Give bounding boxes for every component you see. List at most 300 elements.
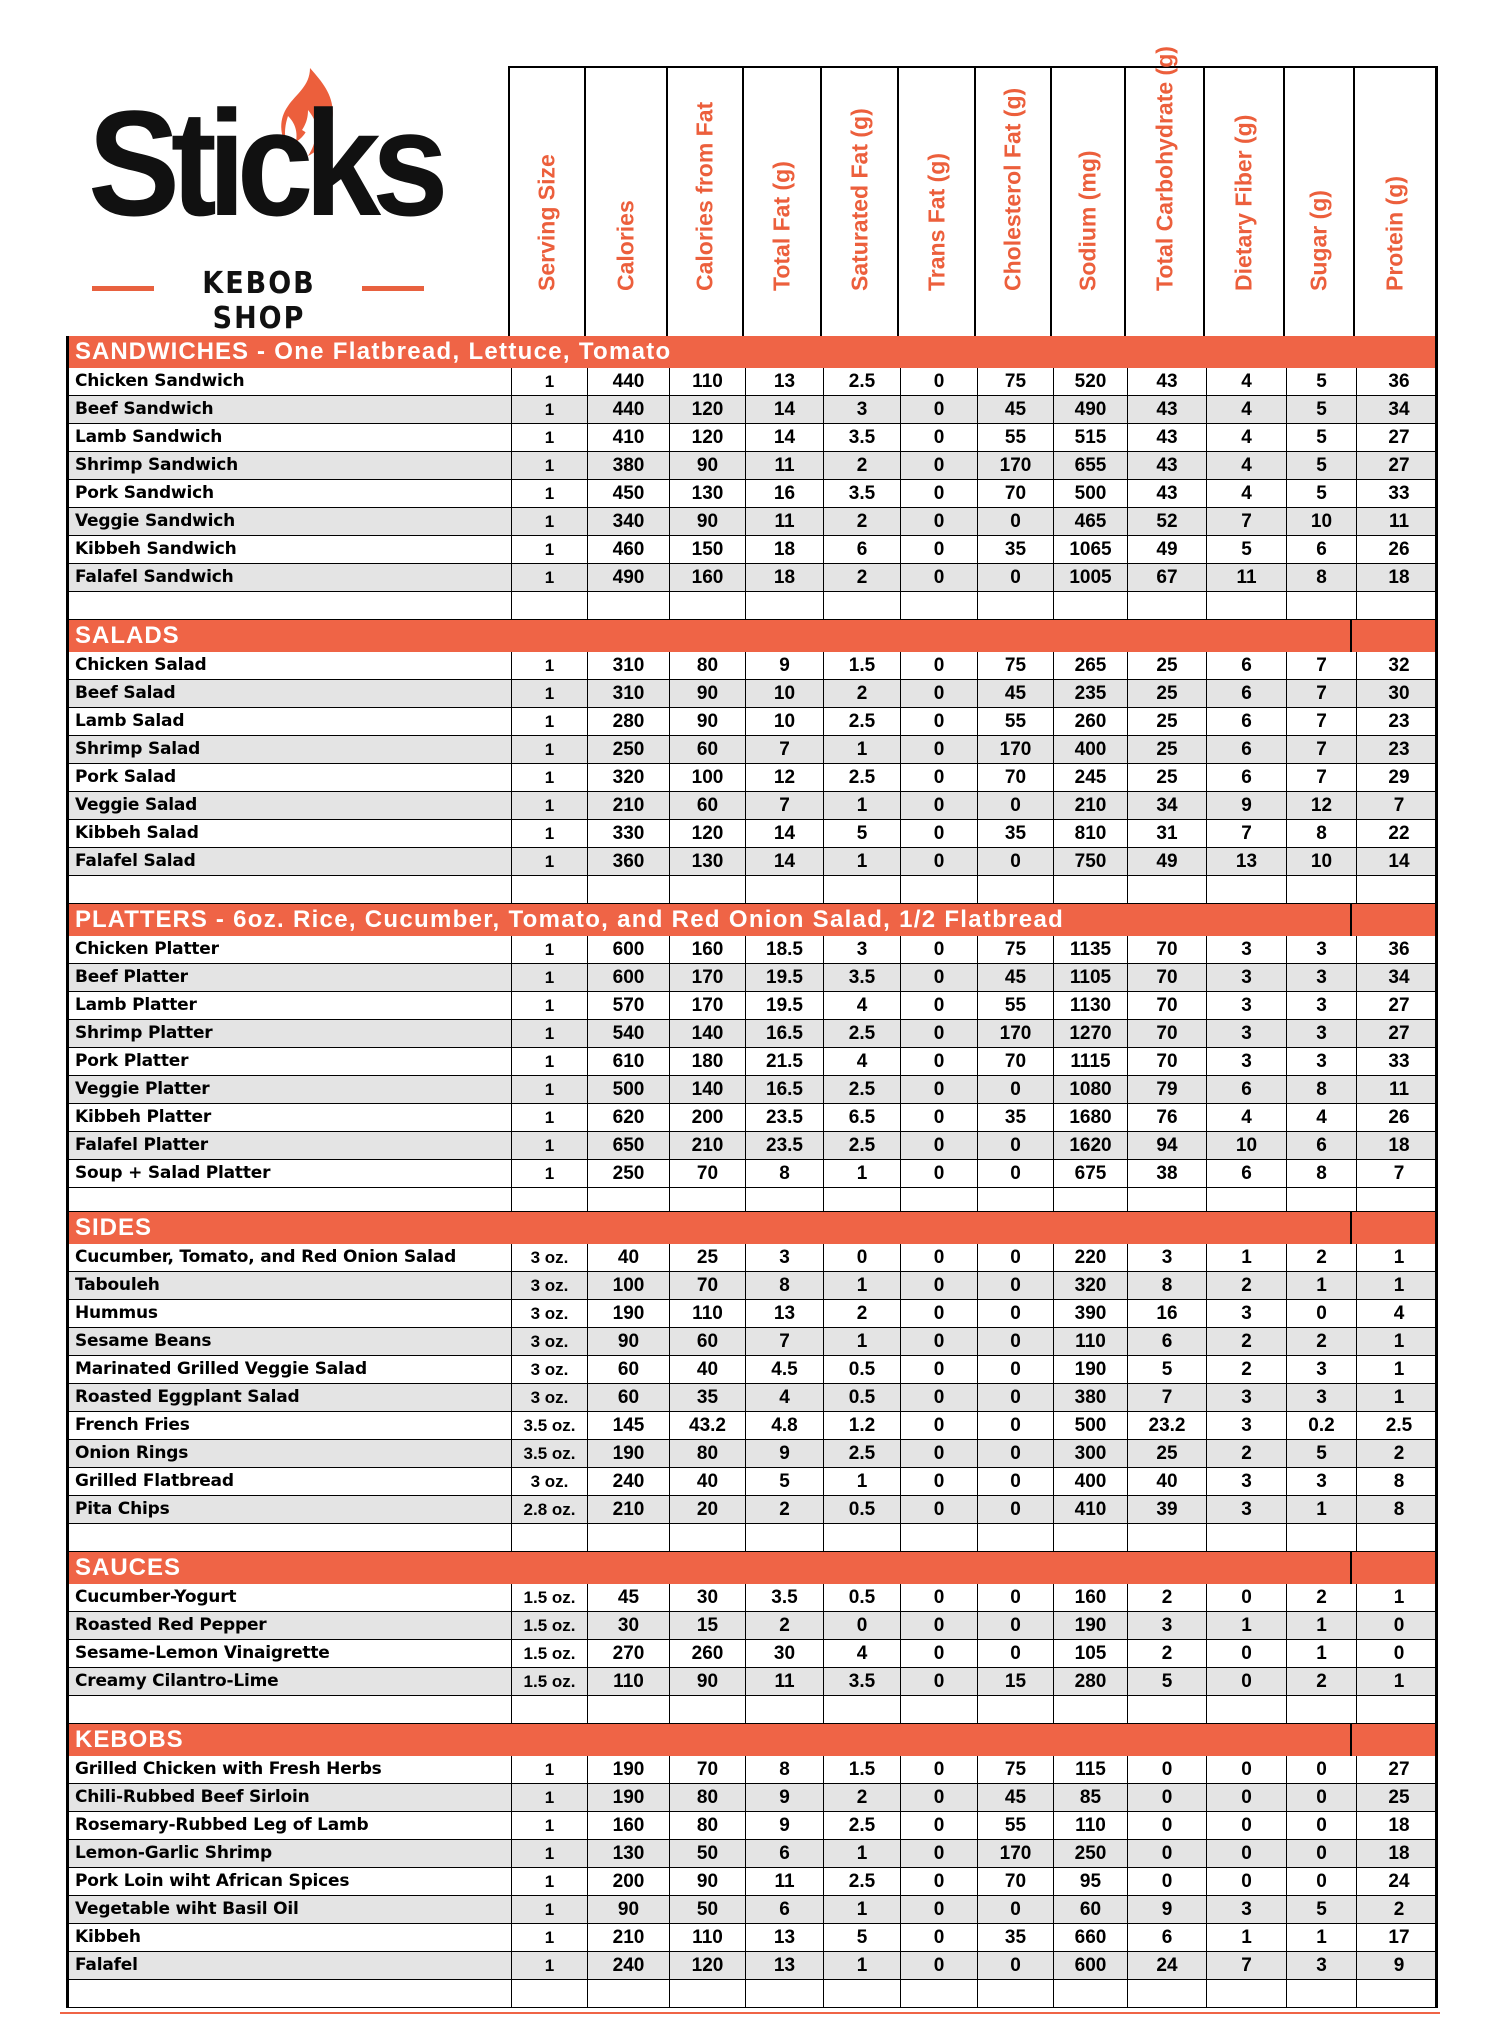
cell: 1 xyxy=(511,508,587,535)
cell: 1.5 xyxy=(823,1756,900,1783)
cell: 10 xyxy=(745,708,823,735)
cell: 160 xyxy=(669,564,745,591)
column-header xyxy=(1203,66,1283,336)
cell: 16.5 xyxy=(745,1020,823,1047)
cell: 3 xyxy=(1127,1612,1206,1639)
cell: 5 xyxy=(1286,396,1356,423)
cell: 14 xyxy=(745,820,823,847)
cell: 7 xyxy=(1356,1160,1441,1187)
cell xyxy=(1206,876,1286,903)
cell: 1130 xyxy=(1053,992,1127,1019)
cell: 3 xyxy=(823,936,900,963)
cell: 110 xyxy=(587,1668,669,1695)
cell xyxy=(745,1188,823,1215)
section-title: PLATTERS xyxy=(75,906,208,933)
cell: 5 xyxy=(823,1924,900,1951)
cell: 515 xyxy=(1053,424,1127,451)
cell: 6 xyxy=(1206,1076,1286,1103)
cell: 570 xyxy=(587,992,669,1019)
cell: 6 xyxy=(1127,1924,1206,1951)
cell: 1 xyxy=(823,1468,900,1495)
cell: 0 xyxy=(977,1468,1053,1495)
cell: 540 xyxy=(587,1020,669,1047)
cell: 10 xyxy=(1286,848,1356,875)
cell: 490 xyxy=(587,564,669,591)
cell: 8 xyxy=(745,1756,823,1783)
cell: 25 xyxy=(1127,736,1206,763)
table-row xyxy=(66,1584,1438,1612)
column-header xyxy=(1050,66,1124,336)
cell: 0 xyxy=(1206,1756,1286,1783)
item-name: Kibbeh Sandwich xyxy=(75,539,237,559)
cell: 310 xyxy=(587,652,669,679)
cell: 2.5 xyxy=(823,1812,900,1839)
cell: 2 xyxy=(1127,1640,1206,1667)
cell: 55 xyxy=(977,1812,1053,1839)
cell: 10 xyxy=(1286,508,1356,535)
cell: 14 xyxy=(745,848,823,875)
cell xyxy=(1286,592,1356,619)
cell xyxy=(1053,1524,1127,1551)
section-header-cap xyxy=(1350,1724,1435,1756)
item-name: Marinated Grilled Veggie Salad xyxy=(75,1359,367,1379)
cell: 5 xyxy=(745,1468,823,1495)
cell: 90 xyxy=(669,508,745,535)
cell: 1 xyxy=(823,1160,900,1187)
cell: 21.5 xyxy=(745,1048,823,1075)
cell xyxy=(1053,1188,1127,1215)
table-row xyxy=(66,1244,1438,1272)
cell: 60 xyxy=(587,1356,669,1383)
cell: 210 xyxy=(669,1132,745,1159)
cell: 55 xyxy=(977,708,1053,735)
cell: 1 xyxy=(1286,1640,1356,1667)
cell: 120 xyxy=(669,1952,745,1979)
item-name: Pork Sandwich xyxy=(75,483,214,503)
cell: 0 xyxy=(977,1132,1053,1159)
table-row xyxy=(66,708,1438,736)
section-header-cap xyxy=(1350,620,1435,652)
section-header-cap xyxy=(1350,1552,1435,1584)
cell: 0 xyxy=(900,964,977,991)
cell xyxy=(745,876,823,903)
cell: 0 xyxy=(977,1496,1053,1523)
cell: 0 xyxy=(900,792,977,819)
nutrition-table xyxy=(66,336,1438,2008)
cell: 1080 xyxy=(1053,1076,1127,1103)
cell: 145 xyxy=(587,1412,669,1439)
cell: 0 xyxy=(1127,1868,1206,1895)
cell: 3 xyxy=(1286,1020,1356,1047)
cell: 170 xyxy=(669,964,745,991)
cell: 50 xyxy=(669,1840,745,1867)
cell: 3.5 xyxy=(823,964,900,991)
cell: 2 xyxy=(745,1612,823,1639)
cell: 4 xyxy=(1206,480,1286,507)
cell: 0 xyxy=(900,1896,977,1923)
cell: 0 xyxy=(900,1104,977,1131)
cell: 490 xyxy=(1053,396,1127,423)
cell: 18 xyxy=(1356,1812,1441,1839)
cell: 60 xyxy=(587,1384,669,1411)
cell: 210 xyxy=(587,792,669,819)
cell: 8 xyxy=(1356,1496,1441,1523)
cell: 90 xyxy=(669,1868,745,1895)
cell xyxy=(669,876,745,903)
table-row xyxy=(66,1952,1438,1980)
cell: 4 xyxy=(823,1640,900,1667)
cell: 1 xyxy=(823,792,900,819)
cell: 1.5 oz. xyxy=(511,1584,587,1611)
cell: 0 xyxy=(1286,1840,1356,1867)
cell: 1 xyxy=(511,1756,587,1783)
table-row xyxy=(66,1756,1438,1784)
cell: 0 xyxy=(900,1300,977,1327)
cell: 6 xyxy=(1206,1160,1286,1187)
column-header-label: Saturated Fat (g) xyxy=(846,108,872,291)
cell: 160 xyxy=(587,1812,669,1839)
cell: 0 xyxy=(1127,1756,1206,1783)
cell: 2.8 oz. xyxy=(511,1496,587,1523)
cell: 130 xyxy=(669,480,745,507)
cell: 1 xyxy=(823,1896,900,1923)
cell: 120 xyxy=(669,396,745,423)
cell: 2.5 xyxy=(823,1076,900,1103)
cell: 265 xyxy=(1053,652,1127,679)
spacer-row xyxy=(66,1188,1438,1212)
cell: 18 xyxy=(1356,1840,1441,1867)
table-row xyxy=(66,480,1438,508)
cell: 9 xyxy=(745,1440,823,1467)
cell: 3.5 oz. xyxy=(511,1440,587,1467)
cell xyxy=(1127,1980,1206,2007)
table-row xyxy=(66,536,1438,564)
table-row xyxy=(66,1076,1438,1104)
table-row xyxy=(66,1272,1438,1300)
cell: 1 xyxy=(823,1272,900,1299)
cell: 3 xyxy=(1286,936,1356,963)
cell: 1 xyxy=(823,1952,900,1979)
cell: 30 xyxy=(669,1584,745,1611)
cell xyxy=(745,1696,823,1723)
cell: 23 xyxy=(1356,708,1441,735)
cell: 2.5 xyxy=(823,368,900,395)
cell: 0 xyxy=(900,736,977,763)
cell: 40 xyxy=(1127,1468,1206,1495)
cell: 0 xyxy=(977,1076,1053,1103)
cell: 0 xyxy=(900,1048,977,1075)
cell: 1.5 xyxy=(823,652,900,679)
cell xyxy=(1356,1524,1441,1551)
cell: 19.5 xyxy=(745,992,823,1019)
cell xyxy=(1127,1524,1206,1551)
cell: 0 xyxy=(977,1896,1053,1923)
cell: 0 xyxy=(900,652,977,679)
item-name xyxy=(69,592,511,619)
cell: 9 xyxy=(745,1784,823,1811)
cell: 0 xyxy=(900,1668,977,1695)
cell: 1 xyxy=(1206,1612,1286,1639)
cell: 600 xyxy=(587,964,669,991)
item-name: Pork Salad xyxy=(75,767,176,787)
cell: 1 xyxy=(511,1896,587,1923)
cell xyxy=(511,1188,587,1215)
table-row xyxy=(66,1356,1438,1384)
cell: 5 xyxy=(1286,368,1356,395)
cell: 1 xyxy=(511,1048,587,1075)
cell: 10 xyxy=(1206,1132,1286,1159)
table-row xyxy=(66,992,1438,1020)
table-row xyxy=(66,820,1438,848)
cell: 0 xyxy=(900,848,977,875)
cell: 18 xyxy=(745,536,823,563)
cell: 600 xyxy=(587,936,669,963)
cell: 410 xyxy=(1053,1496,1127,1523)
section-title-block xyxy=(75,1214,152,1242)
cell xyxy=(1127,592,1206,619)
item-name: Kibbeh Platter xyxy=(75,1107,212,1127)
section-header xyxy=(66,1552,1438,1584)
cell: 110 xyxy=(669,1924,745,1951)
cell: 4 xyxy=(823,1048,900,1075)
cell: 0 xyxy=(900,1132,977,1159)
cell: 1065 xyxy=(1053,536,1127,563)
cell: 16 xyxy=(1127,1300,1206,1327)
item-name: Beef Platter xyxy=(75,967,188,987)
cell: 35 xyxy=(977,1924,1053,1951)
cell: 0 xyxy=(900,1868,977,1895)
item-name: Kibbeh Salad xyxy=(75,823,199,843)
item-name xyxy=(69,1696,511,1723)
cell: 0 xyxy=(977,848,1053,875)
cell: 270 xyxy=(587,1640,669,1667)
cell: 0 xyxy=(900,1924,977,1951)
cell xyxy=(900,1524,977,1551)
cell: 3 xyxy=(1206,936,1286,963)
cell: 0 xyxy=(977,508,1053,535)
cell: 25 xyxy=(1127,680,1206,707)
cell: 25 xyxy=(1127,1440,1206,1467)
cell: 400 xyxy=(1053,736,1127,763)
table-row xyxy=(66,1160,1438,1188)
cell: 1 xyxy=(511,792,587,819)
column-header-label: Serving Size xyxy=(533,154,560,291)
cell xyxy=(511,876,587,903)
cell xyxy=(1127,1696,1206,1723)
cell: 3 xyxy=(1206,1412,1286,1439)
cell: 360 xyxy=(587,848,669,875)
cell xyxy=(977,592,1053,619)
section-header xyxy=(66,336,1438,368)
cell: 1 xyxy=(511,764,587,791)
cell: 210 xyxy=(587,1496,669,1523)
cell: 1 xyxy=(1356,1384,1441,1411)
cell: 6 xyxy=(1206,708,1286,735)
cell: 45 xyxy=(977,964,1053,991)
cell: 190 xyxy=(1053,1356,1127,1383)
cell: 34 xyxy=(1356,964,1441,991)
cell: 460 xyxy=(587,536,669,563)
cell: 160 xyxy=(1053,1584,1127,1611)
table-row xyxy=(66,680,1438,708)
cell: 1 xyxy=(511,452,587,479)
table-row xyxy=(66,1496,1438,1524)
cell: 15 xyxy=(669,1612,745,1639)
item-name: Chicken Platter xyxy=(75,939,219,959)
cell: 0 xyxy=(1206,1840,1286,1867)
cell: 1 xyxy=(511,680,587,707)
cell: 1 xyxy=(511,736,587,763)
cell: 7 xyxy=(1206,508,1286,535)
cell: 94 xyxy=(1127,1132,1206,1159)
cell xyxy=(511,1524,587,1551)
cell: 0 xyxy=(1286,1756,1356,1783)
cell xyxy=(1356,1696,1441,1723)
cell: 1 xyxy=(1286,1496,1356,1523)
cell: 190 xyxy=(587,1440,669,1467)
cell: 11 xyxy=(1356,1076,1441,1103)
bottom-rule xyxy=(60,2012,1440,2014)
cell: 38 xyxy=(1127,1160,1206,1187)
cell: 0 xyxy=(977,564,1053,591)
section-title-block xyxy=(75,1554,181,1582)
cell xyxy=(1127,1188,1206,1215)
item-name: Beef Sandwich xyxy=(75,399,214,419)
item-name: Shrimp Platter xyxy=(75,1023,213,1043)
cell: 0 xyxy=(1286,1784,1356,1811)
cell: 0.5 xyxy=(823,1584,900,1611)
cell: 1.5 oz. xyxy=(511,1640,587,1667)
table-row xyxy=(66,1812,1438,1840)
item-name: Tabouleh xyxy=(75,1275,160,1295)
cell: 11 xyxy=(745,452,823,479)
cell xyxy=(1206,1696,1286,1723)
cell: 2 xyxy=(1356,1896,1441,1923)
cell: 70 xyxy=(977,764,1053,791)
cell: 27 xyxy=(1356,452,1441,479)
cell: 2.5 xyxy=(823,1020,900,1047)
section-subtitle: - One Flatbread, Lettuce, Tomato xyxy=(249,338,672,365)
cell: 40 xyxy=(669,1356,745,1383)
cell: 1 xyxy=(1286,1612,1356,1639)
cell: 90 xyxy=(669,452,745,479)
table-row xyxy=(66,1328,1438,1356)
cell: 26 xyxy=(1356,1104,1441,1131)
cell xyxy=(745,592,823,619)
cell: 35 xyxy=(977,1104,1053,1131)
cell: 2 xyxy=(823,1784,900,1811)
cell: 36 xyxy=(1356,936,1441,963)
cell: 190 xyxy=(587,1756,669,1783)
column-header-label: Trans Fat (g) xyxy=(923,152,949,291)
cell: 16.5 xyxy=(745,1076,823,1103)
cell: 260 xyxy=(669,1640,745,1667)
cell: 0 xyxy=(900,1160,977,1187)
cell xyxy=(823,592,900,619)
cell: 23.5 xyxy=(745,1132,823,1159)
cell: 60 xyxy=(669,1328,745,1355)
item-name: Pita Chips xyxy=(75,1499,170,1519)
cell: 25 xyxy=(1356,1784,1441,1811)
cell xyxy=(587,1980,669,2007)
table-row xyxy=(66,1440,1438,1468)
cell: 0 xyxy=(900,452,977,479)
cell: 110 xyxy=(669,368,745,395)
cell: 2 xyxy=(1127,1584,1206,1611)
cell: 320 xyxy=(1053,1272,1127,1299)
cell xyxy=(1286,1188,1356,1215)
cell: 1115 xyxy=(1053,1048,1127,1075)
cell: 43 xyxy=(1127,452,1206,479)
cell: 170 xyxy=(977,736,1053,763)
table-row xyxy=(66,1868,1438,1896)
cell: 600 xyxy=(1053,1952,1127,1979)
cell: 8 xyxy=(745,1272,823,1299)
cell: 675 xyxy=(1053,1160,1127,1187)
cell: 27 xyxy=(1356,424,1441,451)
cell: 0 xyxy=(900,1468,977,1495)
cell: 0 xyxy=(900,1812,977,1839)
cell xyxy=(669,1696,745,1723)
cell: 160 xyxy=(669,936,745,963)
cell: 320 xyxy=(587,764,669,791)
item-name: Beef Salad xyxy=(75,683,176,703)
cell: 110 xyxy=(669,1300,745,1327)
cell: 14 xyxy=(745,396,823,423)
cell: 2.5 xyxy=(823,708,900,735)
cell: 22 xyxy=(1356,820,1441,847)
cell: 120 xyxy=(669,424,745,451)
cell: 1 xyxy=(511,1020,587,1047)
table-row xyxy=(66,1384,1438,1412)
cell: 115 xyxy=(1053,1756,1127,1783)
cell: 655 xyxy=(1053,452,1127,479)
table-row xyxy=(66,508,1438,536)
spacer-row xyxy=(66,592,1438,620)
cell: 43 xyxy=(1127,424,1206,451)
column-header-label: Calories xyxy=(612,200,639,291)
cell xyxy=(745,1980,823,2007)
cell: 0 xyxy=(977,1300,1053,1327)
cell xyxy=(900,592,977,619)
cell xyxy=(823,876,900,903)
table-row xyxy=(66,368,1438,396)
cell xyxy=(511,592,587,619)
cell: 0 xyxy=(900,820,977,847)
cell: 1135 xyxy=(1053,936,1127,963)
brand-subtitle-block xyxy=(88,266,428,336)
cell: 3.5 xyxy=(745,1584,823,1611)
cell: 1 xyxy=(1286,1272,1356,1299)
cell xyxy=(900,1696,977,1723)
cell: 500 xyxy=(1053,480,1127,507)
cell: 24 xyxy=(1127,1952,1206,1979)
cell: 0 xyxy=(1286,1812,1356,1839)
item-name xyxy=(69,1524,511,1551)
cell: 6 xyxy=(1127,1328,1206,1355)
cell xyxy=(587,1188,669,1215)
cell: 310 xyxy=(587,680,669,707)
cell: 23 xyxy=(1356,736,1441,763)
column-header-label: Protein (g) xyxy=(1381,176,1408,291)
cell: 0 xyxy=(900,1440,977,1467)
cell: 150 xyxy=(669,536,745,563)
cell: 0 xyxy=(977,1272,1053,1299)
cell: 6 xyxy=(1206,652,1286,679)
cell: 1 xyxy=(1206,1924,1286,1951)
cell: 3 oz. xyxy=(511,1384,587,1411)
cell: 660 xyxy=(1053,1924,1127,1951)
